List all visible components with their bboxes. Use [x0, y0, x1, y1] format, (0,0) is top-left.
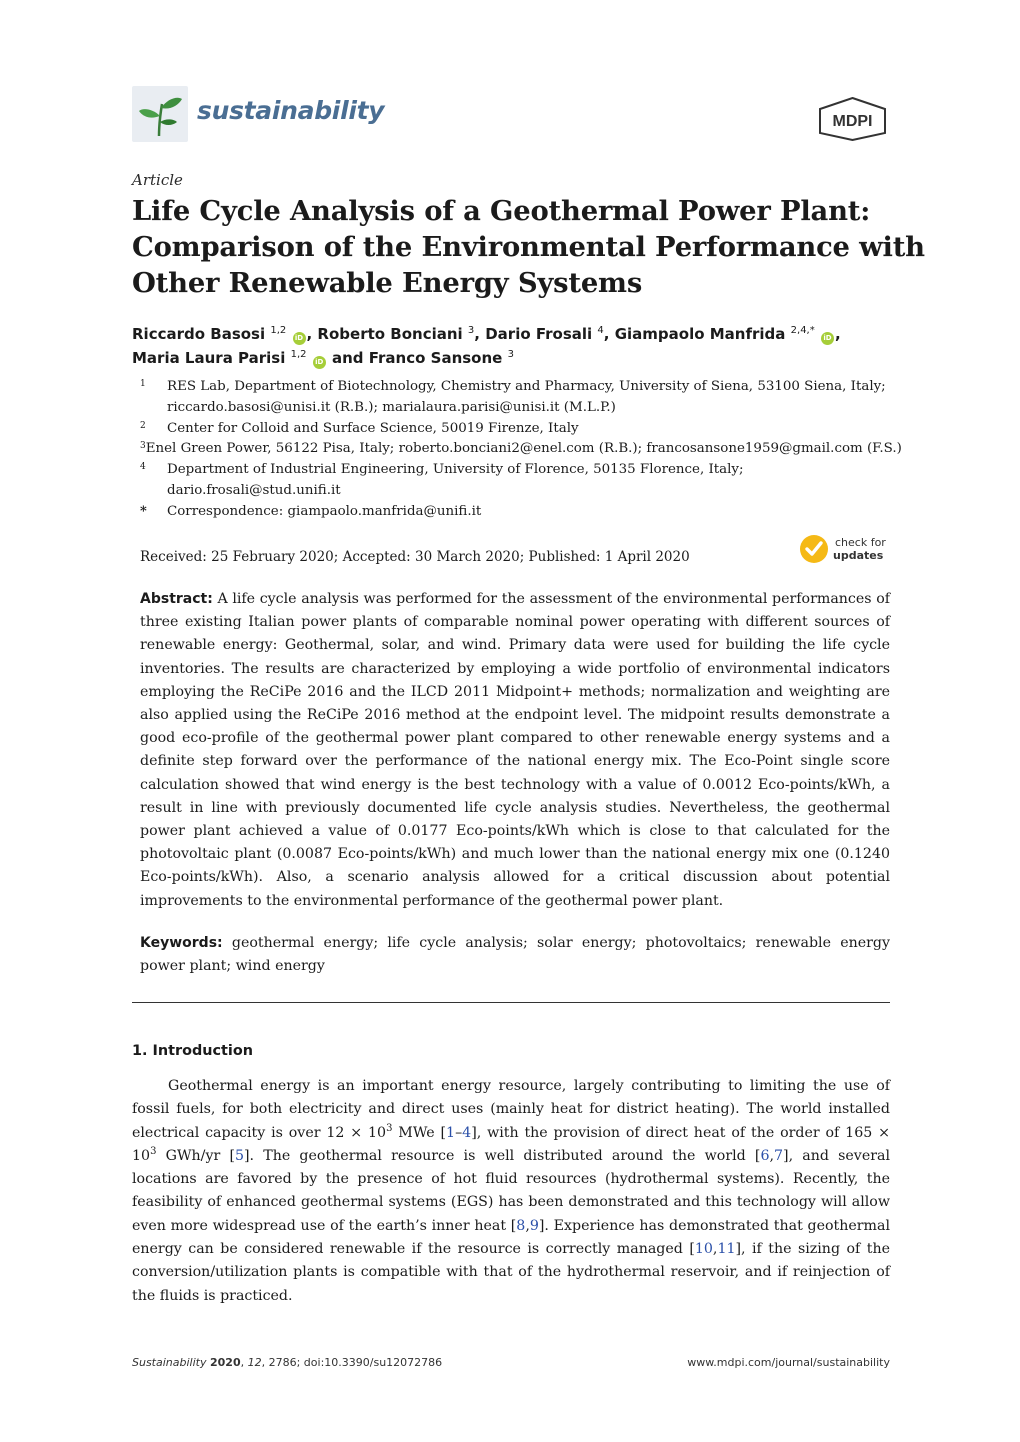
affiliation-number: 4: [140, 462, 146, 473]
author-name[interactable]: Roberto Bonciani: [317, 325, 463, 343]
check-for-updates-badge[interactable]: [799, 534, 891, 566]
affiliation-list: [140, 377, 900, 523]
affiliation-number: [140, 395, 167, 416]
footer-url[interactable]: www.mdpi.com/journal/sustainability: [687, 1356, 890, 1369]
footer-volume: 12: [247, 1356, 262, 1369]
affiliation-item: [140, 419, 900, 440]
author-affil-sup: 3: [467, 325, 475, 336]
superscript: 3: [150, 1145, 157, 1157]
author-affil-sup: 1,2: [270, 325, 287, 336]
paragraph-text: ,: [712, 1241, 718, 1258]
paragraph-text: –: [455, 1124, 463, 1141]
superscript: 3: [386, 1122, 393, 1134]
citation-link[interactable]: 6: [760, 1147, 770, 1164]
footer-doi[interactable]: , 2786; doi:10.3390/su12072786: [261, 1356, 443, 1369]
author-line: [132, 346, 892, 370]
author-name[interactable]: Riccardo Basosi: [132, 325, 266, 343]
author-affil-sup: 1,2: [290, 349, 307, 360]
affiliation-number: [140, 478, 167, 499]
paragraph-text: ], if the sizing of the conversion/utilization plants is compatible with that of the hydrothermal reservoir, and if reinjection of the fluids is practiced.: [132, 1241, 890, 1304]
author-name[interactable]: Dario Frosali: [485, 325, 593, 343]
mdpi-logo: [817, 97, 888, 141]
author-name[interactable]: Franco Sansone: [368, 349, 503, 367]
affiliation-text: Department of Industrial Engineering, University of Florence, 50135 Florence, Italy;: [167, 462, 744, 478]
footer-journal: Sustainability: [132, 1356, 207, 1369]
citation-link[interactable]: 5: [234, 1147, 245, 1164]
affiliation-number: 3: [140, 441, 146, 452]
paragraph-text: ]. Experience has demonstrated that geothermal energy can be considered renewable if the resource is correctly managed [: [132, 1217, 890, 1258]
paragraph-text: ]. The geothermal resource is well distributed around the world [: [244, 1147, 761, 1164]
author-name[interactable]: Giampaolo Manfrida: [614, 325, 786, 343]
orcid-icon[interactable]: iD: [821, 332, 834, 345]
title-line: Comparison of the Environmental Performance with: [132, 231, 925, 263]
correspondence-star: *: [140, 503, 147, 519]
paragraph-text: MWe [: [392, 1124, 447, 1141]
author-list: [132, 322, 892, 370]
paragraph-text: ,: [769, 1147, 774, 1164]
citation-link[interactable]: 10: [694, 1241, 713, 1258]
journal-name: sustainability: [197, 96, 385, 125]
publication-dates: Received: 25 February 2020; Accepted: 30 March 2020; Published: 1 April 2020: [140, 549, 690, 565]
affiliation-item: [140, 481, 900, 502]
correspondence-item: [140, 502, 900, 523]
title-line: Other Renewable Energy Systems: [132, 267, 643, 299]
orcid-icon[interactable]: iD: [313, 356, 326, 369]
affiliation-item: [140, 398, 900, 419]
title-line: Life Cycle Analysis of a Geothermal Power Plant:: [132, 195, 871, 227]
author-line: Riccardo Basosi $^{1,2}$ iD , Roberto Bonciani $^3$, Dario Frosali $^4$, Giampaolo Manfrida $^{2,4,*}$ iD ,: [132, 325, 841, 343]
keywords-text: geothermal energy; life cycle analysis; solar energy; photovoltaics; renewable energy power plant; wind energy: [140, 935, 890, 975]
author-affil-sup: 2,4,*: [790, 325, 815, 336]
journal-logo: [132, 86, 188, 142]
citation-link[interactable]: 7: [774, 1147, 784, 1164]
section-divider: [132, 1002, 890, 1003]
paper-title: [132, 193, 925, 301]
affiliation-text: dario.frosali@stud.unifi.it: [167, 482, 341, 498]
affiliation-item: [140, 377, 900, 398]
affiliation-item: [140, 460, 900, 481]
paragraph-text: ,: [525, 1217, 530, 1234]
abstract: [140, 588, 890, 913]
citation-link[interactable]: 1: [446, 1124, 456, 1141]
abstract-label: Abstract:: [140, 591, 213, 607]
affiliation-number: 1: [140, 379, 146, 389]
mdpi-logo-text: MDPI: [832, 113, 873, 130]
author-conjunction: and: [331, 349, 364, 367]
author-affil-sup: 3: [507, 349, 514, 360]
affiliation-number: 2: [140, 420, 146, 431]
updates-badge-line1: check for: [835, 536, 886, 549]
leaf-sprout-icon: [132, 86, 188, 142]
affiliation-text: Center for Colloid and Surface Science, 50019 Firenze, Italy: [167, 420, 579, 436]
footer-year: 2020: [209, 1356, 241, 1369]
abstract-text: A life cycle analysis was performed for the assessment of the environmental performances of three existing Italian power plants of comparable nominal power operating with different sources of renewable energy: Geothermal, solar, and wind. Primary data were used for building the life cycle inventories. The results are characterized by employing a wide portfolio of environmental indicators employing the ReCiPe 2016 and the ILCD 2011 Midpoint+ methods; normalization and weighting are also applied using the ReCiPe 2016 method at the endpoint level. The midpoint results demonstrate a good eco-profile of the geothermal power plant compared to other renewable energy systems and a definite step forward over the performance of the national energy mix. The Eco-Point single score calculation showed that wind energy is the best technology with a value of 0.0012 Eco-points/kWh, a result in line with previously documented life cycle analysis studies. Nevertheless, the geothermal power plant achieved a value of 0.0177 Eco-points/kWh which is close to that calculated for the photovoltaic plant (0.0087 Eco-points/kWh) and much lower than the national energy mix one (0.1240 Eco-points/kWh). Also, a scenario analysis allowed for a critical discussion about potential improvements to the environmental performance of the geothermal power plant.: [140, 591, 890, 909]
citation-link[interactable]: 11: [717, 1241, 736, 1258]
check-updates-icon: [799, 534, 829, 564]
updates-badge-line2: updates: [833, 549, 884, 562]
citation-link[interactable]: 4: [462, 1124, 472, 1141]
affiliation-text: RES Lab, Department of Biotechnology, Chemistry and Pharmacy, University of Siena, 53100 Siena, Italy;: [167, 379, 886, 394]
correspondence-text[interactable]: Correspondence: giampaolo.manfrida@unifi.it: [167, 503, 482, 519]
paragraph-text: Geothermal energy is an important energy resource, largely contributing to limiting the use of fossil fuels, for both electricity and direct uses (mainly heat for district heating). The world installed electrical capacity is over 12 × 10: [132, 1078, 890, 1141]
citation-link[interactable]: 9: [529, 1217, 539, 1234]
paragraph-text: ], with the provision of direct heat of the order of 165 × 10: [132, 1124, 890, 1164]
affiliation-item: [140, 439, 900, 460]
citation-link[interactable]: 8: [516, 1217, 526, 1234]
affiliation-text: riccardo.basosi@unisi.it (R.B.); marialaura.parisi@unisi.it (M.L.P.): [167, 399, 616, 415]
keywords-label: Keywords:: [140, 935, 223, 951]
footer-citation: Sustainability 2020, 12, 2786; doi:10.3390/su12072786: [132, 1356, 443, 1369]
article-type: Article: [132, 171, 183, 189]
paragraph-text: ], and several locations are favored by the presence of hot fluid resources (hydrothermal systems). Recently, the feasibility of enhanced geothermal systems (EGS) has been demonstrated and this technology will allow even more widespread use of the earth’s inner heat [: [132, 1147, 890, 1234]
author-affil-sup: 4: [597, 325, 604, 336]
affiliation-text: Enel Green Power, 56122 Pisa, Italy; roberto.bonciani2@enel.com (R.B.); francosansone1959@gmail.com (F.S.): [145, 441, 902, 457]
author-name[interactable]: Maria Laura Parisi: [132, 349, 286, 367]
section-heading: 1. Introduction: [132, 1043, 253, 1059]
paragraph-text: GWh/yr [: [156, 1147, 235, 1164]
intro-paragraph: [132, 1075, 890, 1308]
keywords: [140, 932, 890, 978]
orcid-icon[interactable]: iD: [293, 332, 306, 345]
